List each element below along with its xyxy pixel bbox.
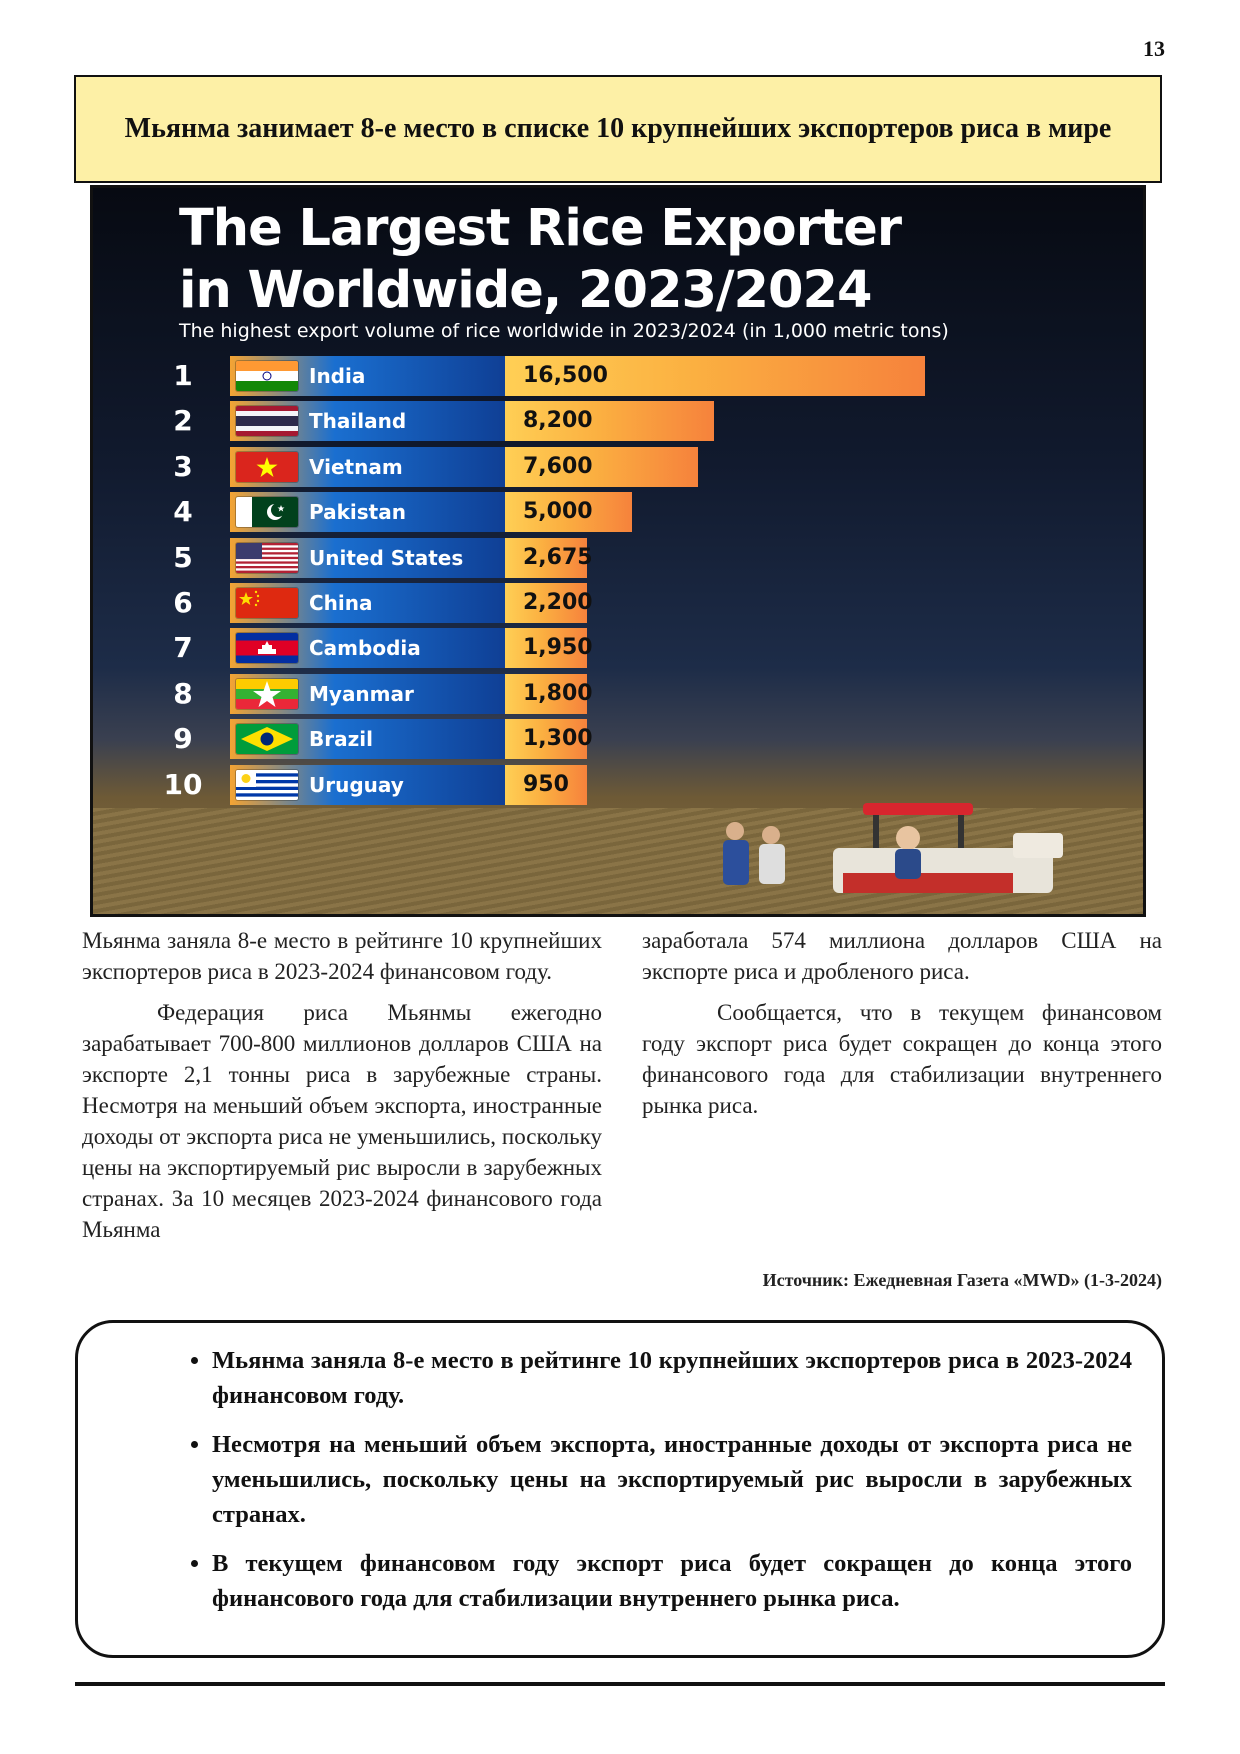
bar-value [505, 583, 593, 623]
headline-box [74, 75, 1162, 183]
rank-label: 2 [173, 404, 193, 438]
infographic-title-line2: in Worldwide, 2023/2024 [179, 261, 872, 320]
value-label: 950 [523, 771, 569, 797]
summary-box [75, 1320, 1165, 1658]
bar-row [93, 628, 1093, 668]
page-number: 13 [1143, 36, 1165, 61]
bar-row [93, 447, 1093, 487]
bottom-rule [75, 1682, 1165, 1686]
article-left-column [82, 925, 602, 1255]
summary-item: • Несмотря на меньший объем экспорта, иностранные доходы от экспорта риса не уменьшились, поскольку цены на экспортируемый рис выросли в зарубежных странах. [212, 1427, 1132, 1532]
rank-label: 10 [163, 767, 203, 801]
summary-list [138, 1343, 1132, 1616]
india-flag-icon [236, 361, 298, 391]
country-label: Vietnam [309, 454, 403, 479]
country-label: India [309, 364, 366, 388]
bar-label-segment [230, 765, 505, 805]
country-label: Uruguay [309, 772, 404, 797]
headline: Мьянма занимает 8-е место в списке 10 крупнейших экспортеров риса в мире [124, 113, 1112, 145]
article-paragraph: Мьянма заняла 8-е место в рейтинге 10 крупнейших экспортеров риса в 2023-2024 финансовом году. [82, 928, 602, 984]
myanmar-flag-icon [236, 679, 298, 709]
bar-value [505, 719, 593, 759]
country-label: United States [309, 545, 464, 570]
bar-value [505, 674, 593, 714]
rank-label: 7 [173, 631, 193, 665]
value-label: 1,300 [523, 726, 593, 752]
usa-flag-icon [236, 543, 298, 573]
summary-item: • Мьянма заняла 8-е место в рейтинге 10 крупнейших экспортеров риса в 2023-2024 финансовом году. [212, 1343, 1132, 1413]
rank-label: 8 [173, 676, 193, 710]
bar-value [505, 401, 714, 441]
bar-row [93, 492, 1093, 532]
country-label: Myanmar [309, 681, 414, 706]
bar-row [93, 538, 1093, 578]
bar-label-segment [230, 674, 505, 714]
article-paragraph: Сообщается, что в текущем финансовом году экспорт риса будет сокращен до конца этого финансового года для стабилизации внутреннего рынка риса. [642, 1000, 1162, 1118]
rank-label: 6 [173, 586, 193, 619]
country-label: Thailand [309, 409, 407, 434]
bar-row [93, 401, 1093, 441]
value-label: 16,500 [523, 363, 608, 388]
article-right-column [642, 925, 1162, 1131]
rank-label: 5 [173, 540, 193, 574]
rank-label: 9 [173, 722, 193, 756]
bar-row [93, 356, 1093, 396]
country-label: Cambodia [309, 636, 421, 661]
value-label: 2,675 [523, 544, 593, 570]
bar-value [505, 628, 593, 668]
value-label: 7,600 [523, 453, 593, 479]
bar-label-segment [230, 356, 505, 396]
bar-row [93, 583, 1093, 623]
brazil-flag-icon [236, 724, 298, 754]
rank-label: 3 [173, 449, 193, 483]
value-label: 1,800 [523, 680, 593, 706]
rank-label: 4 [173, 495, 193, 529]
country-label: Brazil [309, 727, 373, 752]
infographic-title-line1: The Largest Rice Exporter [179, 199, 901, 258]
infographic-title [179, 198, 901, 322]
value-label: 8,200 [523, 408, 593, 434]
value-label: 5,000 [523, 499, 593, 525]
article-paragraph: Федерация риса Мьянмы ежегодно зарабатывает 700-800 миллионов долларов США на экспорте 2,1 тонны риса в зарубежные страны. Несмотря на меньший объем экспорта, иностранные доходы от экспорта риса не уменьшились, поскольку цены на экспортируемый рис выросли в зарубежных странах. За 10 месяцев 2023-2024 финансового года Мьянма [82, 1000, 602, 1242]
country-label: Pakistan [309, 500, 406, 525]
rank-label: 1 [173, 359, 193, 392]
bar-label-segment [230, 628, 505, 668]
value-label: 1,950 [523, 635, 593, 661]
article-paragraph: заработала 574 миллиона долларов США на экспорте риса и дробленого риса. [642, 928, 1162, 984]
vietnam-flag-icon [236, 452, 298, 482]
bar-value [505, 356, 925, 396]
bar-label-segment [230, 447, 505, 487]
country-label: China [309, 591, 373, 615]
rice-exporter-infographic [90, 185, 1146, 917]
bar-label-segment [230, 401, 505, 441]
bar-row [93, 765, 1093, 805]
china-flag-icon [236, 588, 298, 618]
bar-row [93, 719, 1093, 759]
source-citation: Источник: Ежедневная Газета «MWD» (1-3-2024) [762, 1270, 1162, 1290]
bar-label-segment [230, 583, 505, 623]
bar-label-segment [230, 719, 505, 759]
uruguay-flag-icon [236, 770, 298, 800]
bar-label-segment [230, 492, 505, 532]
bar-value [505, 765, 587, 805]
infographic-subtitle: The highest export volume of rice worldwide in 2023/2024 (in 1,000 metric tons) [179, 320, 949, 342]
bar-row [93, 674, 1093, 714]
bar-value [505, 447, 698, 487]
summary-item: • В текущем финансовом году экспорт риса будет сокращен до конца этого финансового года для стабилизации внутреннего рынка риса. [212, 1546, 1132, 1616]
pakistan-flag-icon [236, 497, 298, 527]
bar-value [505, 492, 632, 532]
cambodia-flag-icon [236, 633, 298, 663]
bar-value [505, 538, 593, 578]
value-label: 2,200 [523, 590, 593, 615]
bar-label-segment [230, 538, 505, 578]
thailand-flag-icon [236, 406, 298, 436]
